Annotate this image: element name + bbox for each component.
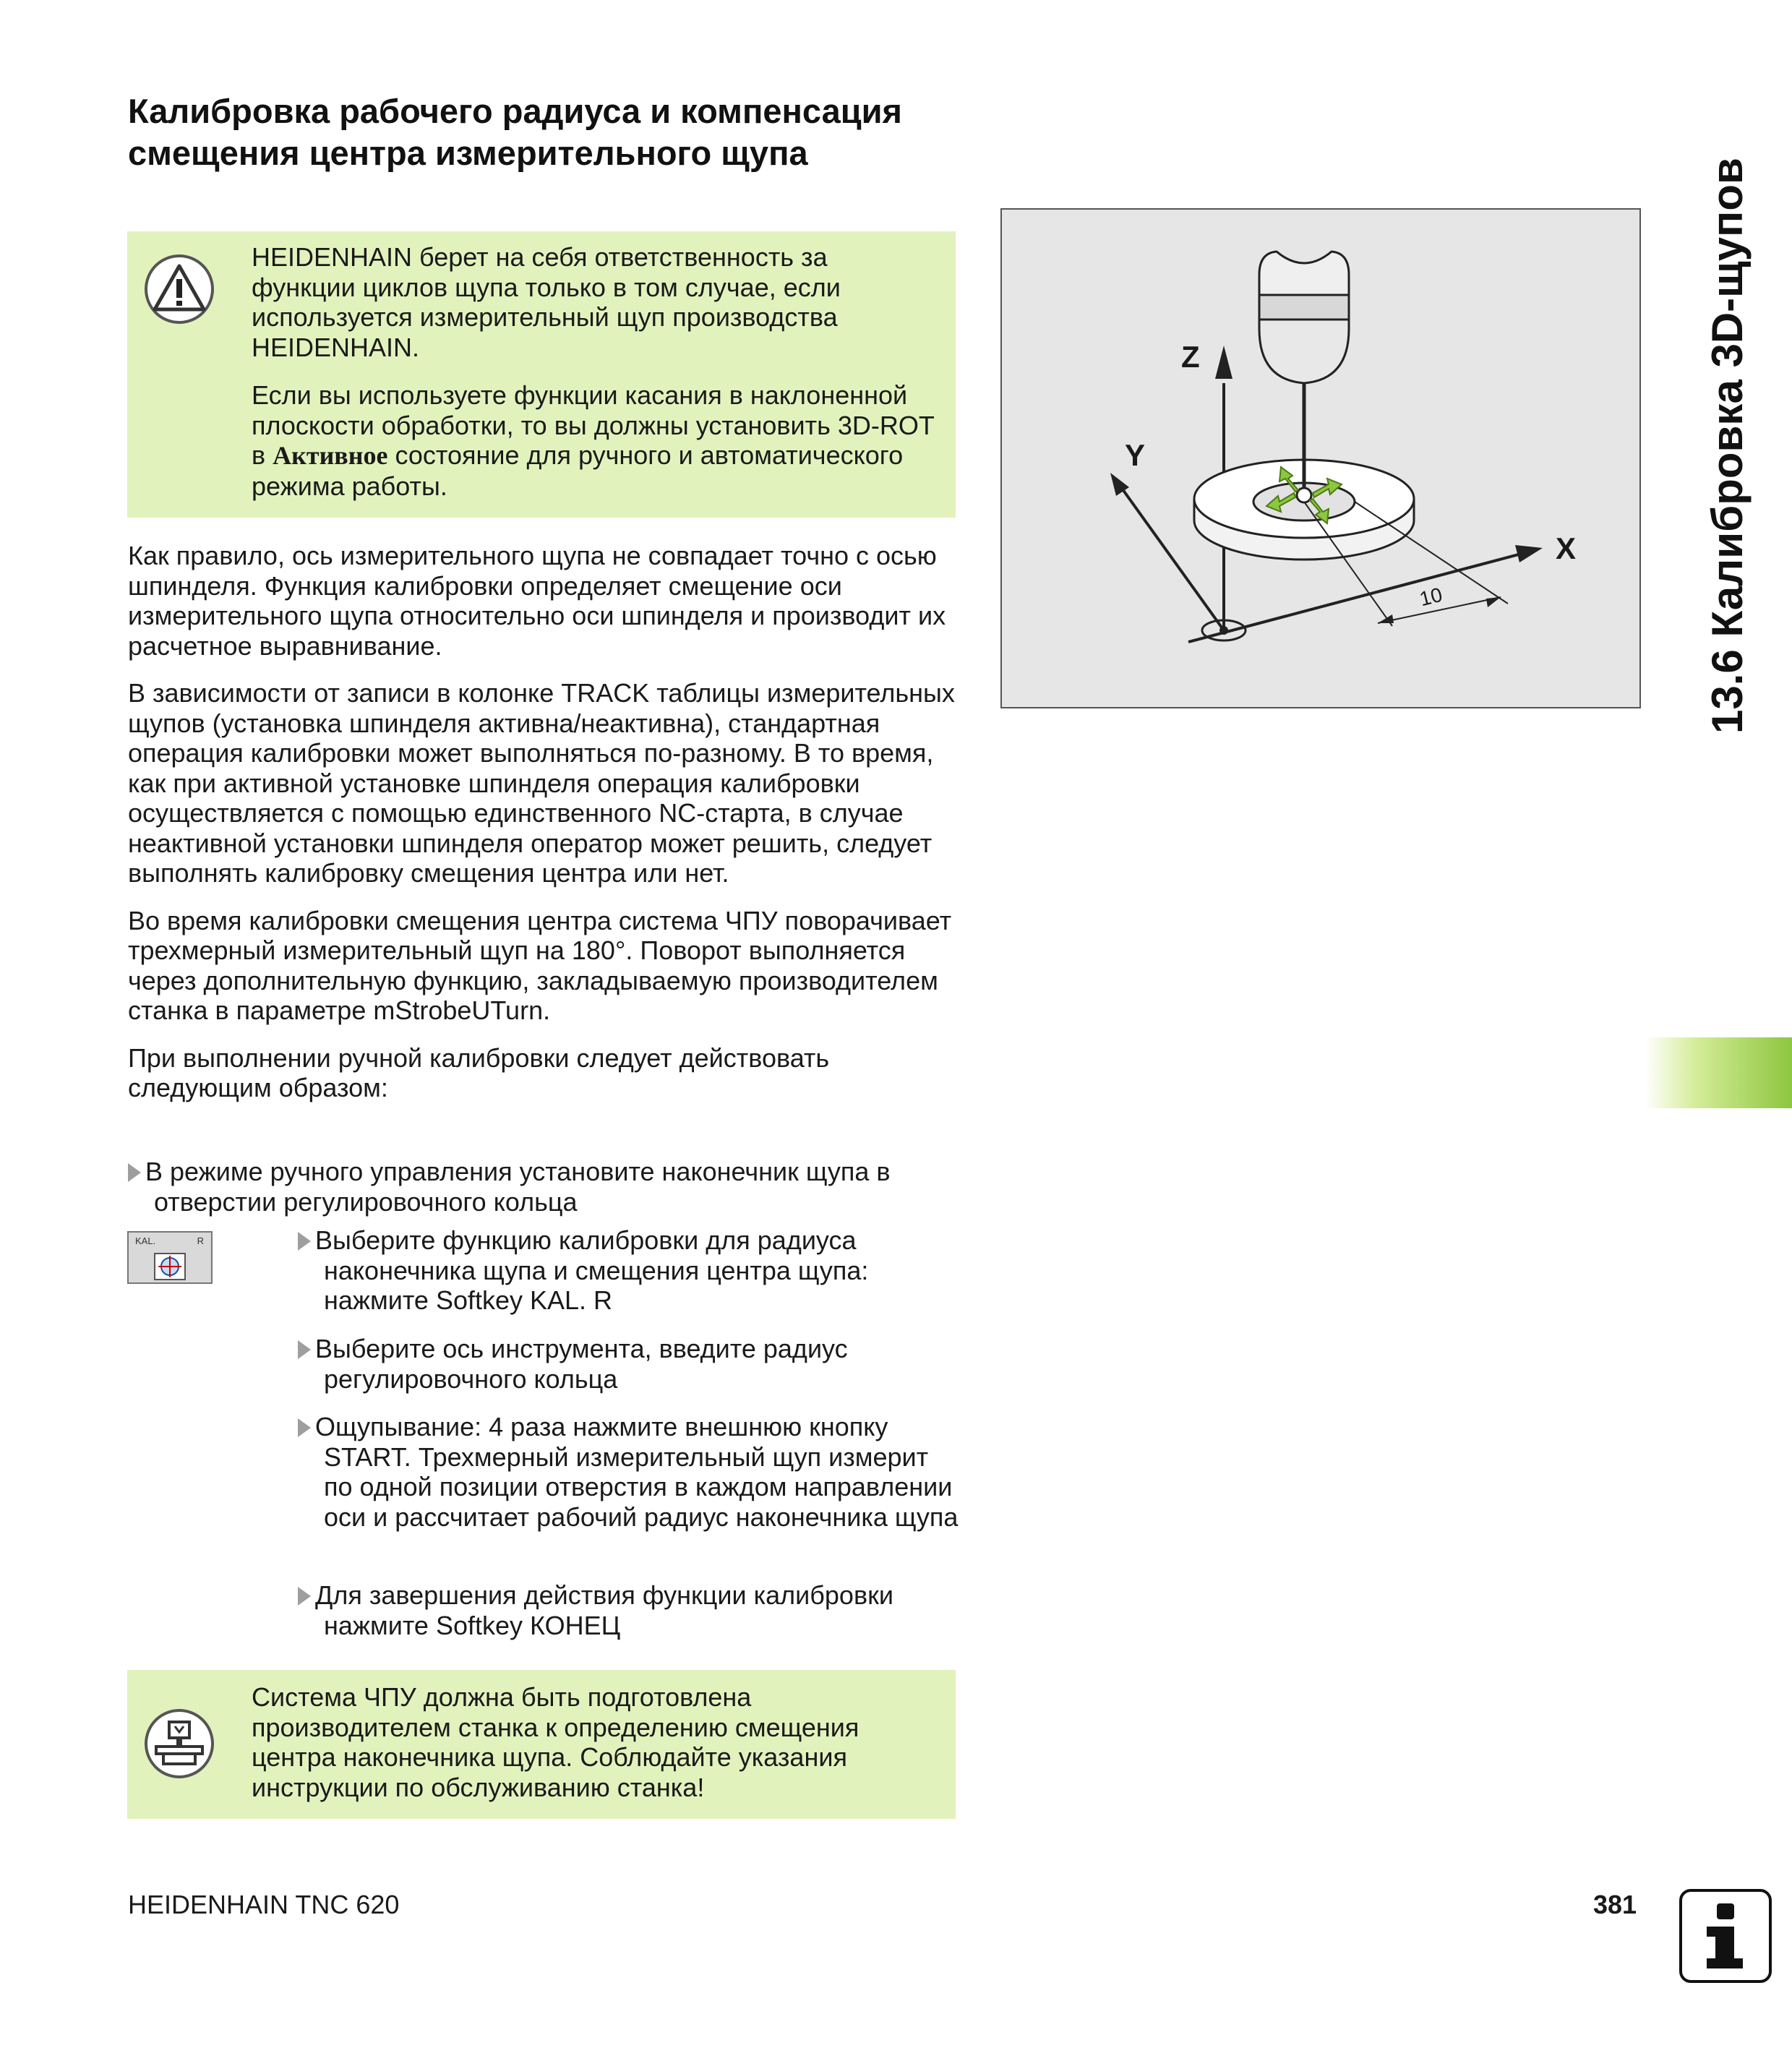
step-3-text: Ощупывание: 4 раза нажмите внешнюю кнопку START. Трехмерный измерительный щуп измерит по одной позиции отверстия в каждом направлении оси и рассчитает рабочий радиус наконечника щупа: [315, 1412, 959, 1532]
axis-label-y: Y: [1125, 438, 1146, 472]
step-1-text: Выберите функцию калибровки для радиуса наконечника щупа и смещения центра щупа: нажмите Softkey KAL. R: [315, 1225, 869, 1315]
machine-note-text: Система ЧПУ должна быть подготовлена производителем станка к определению смещения центра наконечника щупа. Соблюдайте указания инструкции по обслуживанию станка!: [252, 1682, 859, 1802]
dimension-label: 10: [1417, 583, 1445, 611]
warning-note-p2: [252, 380, 938, 501]
page-title: [128, 90, 995, 174]
title-line-2: смещения центра измерительного щупа: [128, 134, 808, 172]
chapter-sidebar-title: 13.6 Калибровка 3D-щупов: [1703, 158, 1752, 734]
calibration-figure: [1000, 208, 1641, 708]
bullet-arrow-icon: [298, 1587, 311, 1606]
x-axis-line: [1188, 552, 1530, 642]
softkey-kal-r[interactable]: [127, 1231, 213, 1284]
warning-note: [127, 231, 956, 518]
step-0-text: В режиме ручного управления установите наконечник щупа в отверстии регулировочного кольца: [145, 1157, 891, 1217]
step-2-text: Выберите ось инструмента, введите радиус регулировочного кольца: [315, 1334, 848, 1394]
bullet-arrow-icon: [128, 1163, 141, 1182]
warning-note-p1: HEIDENHAIN берет на себя ответственность за функции циклов щупа только в том случае, если используется измерительный щуп производства HEIDENHAIN.: [252, 242, 841, 362]
step-3: [298, 1412, 963, 1532]
step-4-text: Для завершения действия функции калибровки нажмите Softkey КОНЕЦ: [315, 1580, 893, 1640]
chapter-tab-marker: [1645, 1037, 1792, 1108]
body-text: [128, 541, 966, 1121]
info-icon[interactable]: [1679, 1889, 1772, 1983]
body-paragraph-2: В зависимости от записи в колонке TRACK таблицы измерительных щупов (установка шпинделя активна/неактивна), стандартная операция калибровки может выполняться по-разному. В то время, как при активной установке шпинделя операция калибровки осуществляется с помощью единственного NC-старта, в случае неактивной установки шпинделя оператор может решить, следует выполнять калибровку смещения центра или нет.: [128, 678, 955, 888]
warning-triangle-icon: [143, 253, 215, 325]
softkey-label-left: KAL.: [135, 1235, 156, 1246]
calibration-illustration: [1002, 210, 1639, 707]
axis-label-x: X: [1556, 531, 1577, 565]
bullet-arrow-icon: [298, 1232, 311, 1251]
bullet-arrow-icon: [298, 1340, 311, 1359]
machine-note: [127, 1670, 956, 1819]
info-glyph: [1682, 1892, 1769, 1980]
step-1: [298, 1225, 963, 1316]
footer-product: HEIDENHAIN TNC 620: [128, 1890, 400, 1919]
softkey-label-right: R: [197, 1235, 204, 1246]
step-2: [298, 1334, 963, 1394]
step-4: [298, 1580, 963, 1640]
machine-tool-icon: [143, 1708, 215, 1780]
page-number: 381: [1593, 1890, 1637, 1919]
warning-note-p2-b: состояние для ручного и автоматического режима работы.: [252, 440, 904, 501]
title-line-1: Калибровка рабочего радиуса и компенсация: [128, 92, 902, 130]
warning-note-p2-a: Если вы используете функции касания в наклоненной плоскости обработки, то вы должны установить 3D-ROT в: [252, 380, 935, 470]
warning-note-p2-bold: Активное: [273, 441, 388, 470]
axis-label-z: Z: [1181, 340, 1200, 374]
calibration-target-icon: [154, 1253, 186, 1280]
body-paragraph-4: При выполнении ручной калибровки следует действовать следующим образом:: [128, 1042, 830, 1102]
bullet-arrow-icon: [298, 1418, 311, 1437]
body-paragraph-3: Во время калибровки смещения центра система ЧПУ поворачивает трехмерный измерительный щуп на 180°. Поворот выполняется через дополнительную функцию, закладываемую производителем станка в параметре mStrobeUTurn.: [128, 905, 952, 1025]
step-0: [128, 1157, 993, 1217]
body-paragraph-1: Как правило, ось измерительного щупа не совпадает точно с осью шпинделя. Функция калибровки определяет смещение оси измерительного щупа относительно оси шпинделя и производит их расчетное выравнивание.: [128, 541, 946, 661]
warning-note-text: [252, 242, 938, 501]
